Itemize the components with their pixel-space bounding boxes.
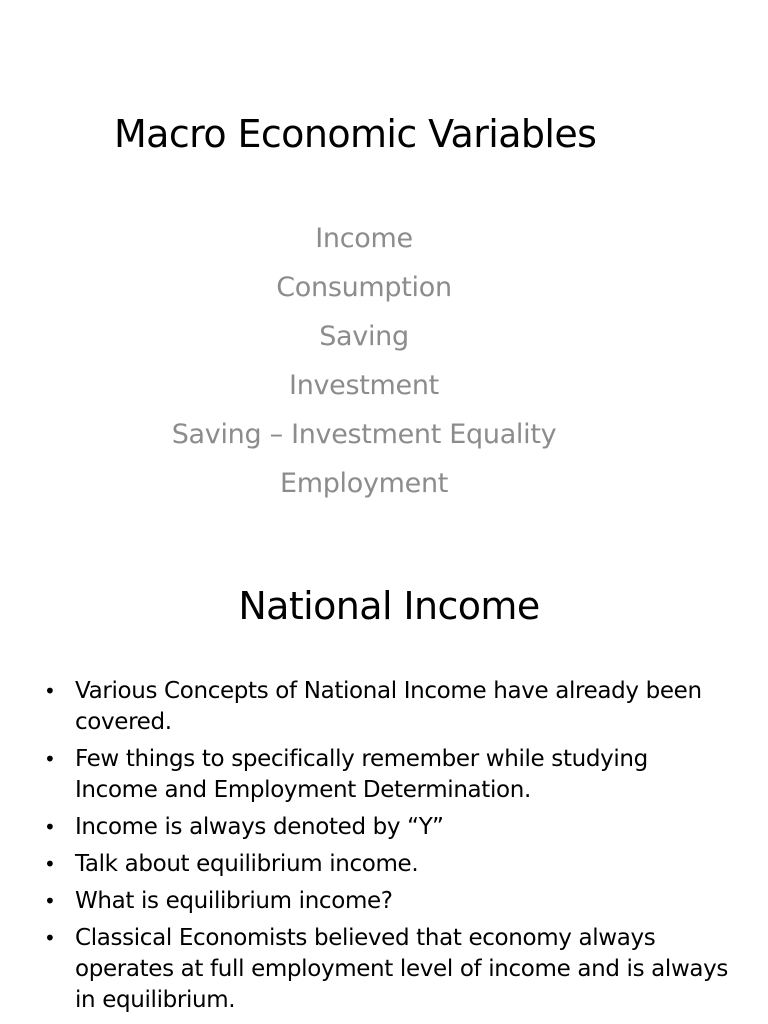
slide-title: National Income <box>238 584 540 628</box>
bullet-icon: • <box>44 889 56 913</box>
bullet-list <box>44 676 734 1022</box>
bullet-text: Few things to specifically remember while studying Income and Employment Determination. <box>75 746 648 803</box>
bullet-icon: • <box>44 852 56 876</box>
bullet-item <box>44 676 734 738</box>
bullet-icon: • <box>44 747 56 771</box>
bullet-text: Income is always denoted by “Y” <box>75 814 444 840</box>
variable-item: Investment <box>289 370 439 401</box>
bullet-icon: • <box>44 815 56 839</box>
bullet-icon: • <box>44 679 56 703</box>
variable-item: Employment <box>279 468 449 499</box>
bullet-item <box>44 812 734 843</box>
bullet-item <box>44 923 734 1016</box>
variable-item: Saving – Investment Equality <box>171 419 557 450</box>
variable-item: Saving <box>319 321 409 352</box>
bullet-item <box>44 886 734 917</box>
bullet-text: Talk about equilibrium income. <box>75 851 419 877</box>
bullet-icon: • <box>44 926 56 950</box>
bullet-text: Classical Economists believed that economy always operates at full employment level of income and is always in equilibrium. <box>75 925 729 1013</box>
variable-item: Consumption <box>276 272 452 303</box>
variable-list <box>0 214 728 508</box>
bullet-text: Various Concepts of National Income have already been covered. <box>75 678 702 735</box>
bullet-item <box>44 849 734 880</box>
bullet-item <box>44 744 734 806</box>
variable-item: Income <box>315 223 413 254</box>
bullet-text: What is equilibrium income? <box>75 888 393 914</box>
slide-title: Macro Economic Variables <box>114 112 597 156</box>
slide-national-income <box>0 540 768 1024</box>
